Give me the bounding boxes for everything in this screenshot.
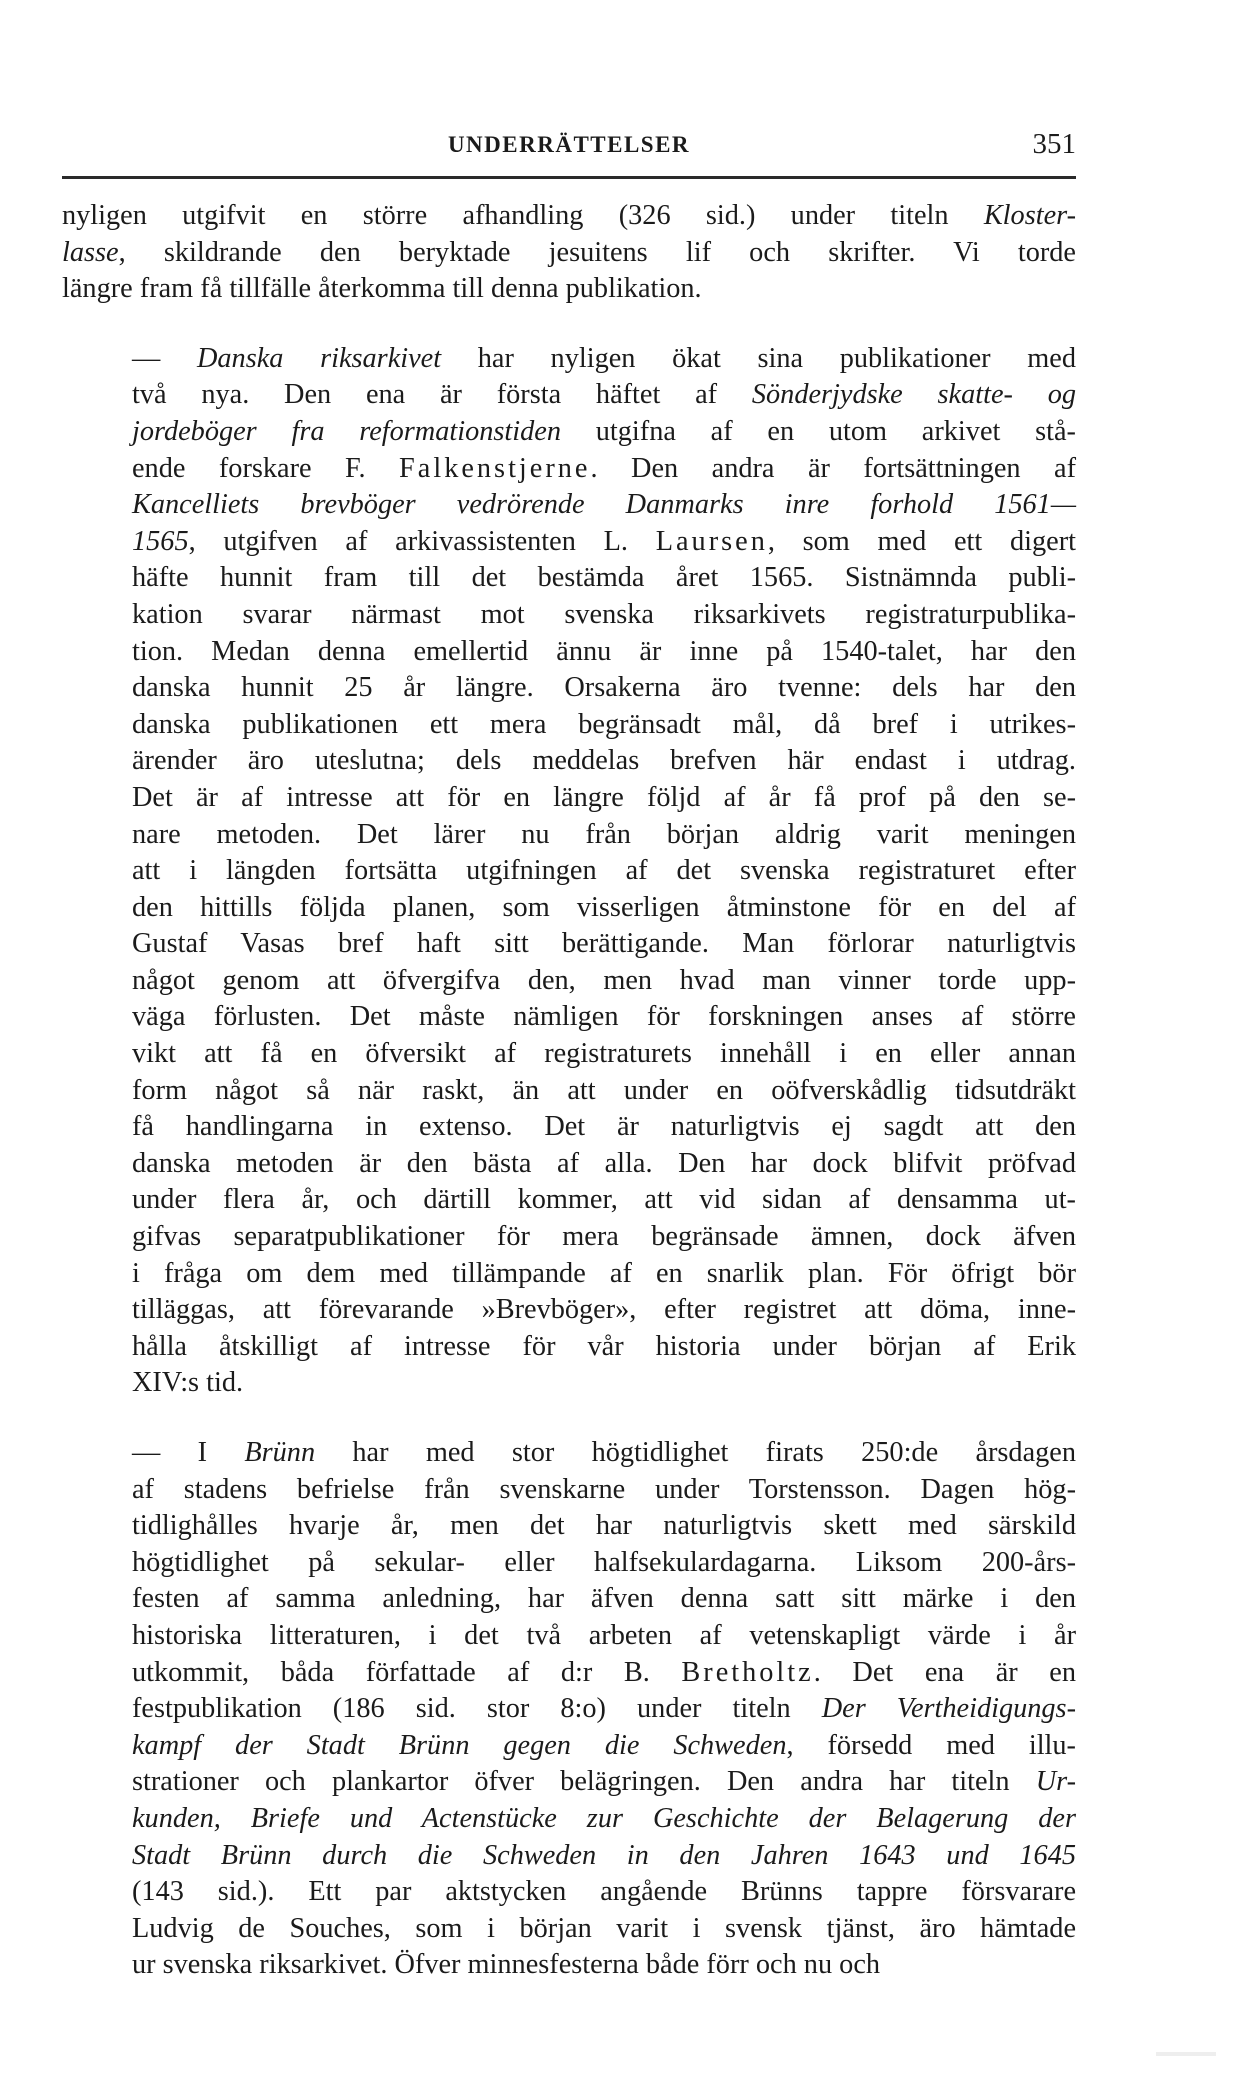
- italic-title: kunden, Briefe und Actenstücke zur Geschichte der Belagerung der: [132, 1802, 1076, 1834]
- text-line: festen af samma anledning, har äfven denna satt sitt märke i den: [132, 1583, 1076, 1615]
- text-line: — I Brünn har med stor högtidlighet firats 250:de årsdagen: [132, 1437, 1076, 1468]
- italic-title: Danska riksarkivet: [196, 342, 442, 374]
- running-head: [62, 124, 1076, 168]
- text-line: [62, 487, 1076, 524]
- text-line: form något så när raskt, än att under en oöfverskådlig tidsutdräkt: [132, 1074, 1076, 1106]
- text-line: tion. Medan denna emellertid ännu är inne på 1540-talet, har den: [132, 635, 1076, 667]
- text-line: tidlighålles hvarje år, men det har naturligtvis skett med särskild: [132, 1510, 1076, 1542]
- spaced-name: Falkenstjerne: [399, 452, 591, 484]
- text-line: hålla åtskilligt af intresse för vår historia under början af Erik: [132, 1330, 1076, 1362]
- text-line: utkommit, båda författade af d:r B. Bretholtz. Det ena är en: [132, 1656, 1076, 1688]
- italic-title: 1565: [132, 525, 189, 557]
- text-line: danska hunnit 25 år längre. Orsakerna äro tvenne: dels har den: [132, 672, 1076, 704]
- text-line: i fråga om dem med tillämpande af en snarlik plan. För öfrigt bör: [132, 1257, 1076, 1289]
- header-rule: [62, 176, 1076, 179]
- text-line: Gustaf Vasas bref haft sitt berättigande. Man förlorar naturligtvis: [132, 928, 1076, 960]
- text-line: längre fram få tillfälle återkomma till denna publikation.: [62, 273, 702, 305]
- text-line: gifvas separatpublikationer för mera begränsade ämnen, dock äfven: [132, 1221, 1076, 1253]
- paragraph-danska-riksarkivet: [62, 341, 1076, 1402]
- spaced-name: Bretholtz: [681, 1656, 814, 1688]
- italic-title: Brünn: [244, 1437, 316, 1468]
- text-line: kation svarar närmast mot svenska riksarkivets registraturpublika-: [132, 598, 1076, 630]
- text-line: — Danska riksarkivet har nyligen ökat sina publikationer med: [132, 342, 1076, 374]
- text-line: något genom att öfvergifva den, men hvad man vinner torde upp-: [132, 964, 1076, 996]
- text-line: väga förlusten. Det måste nämligen för forskningen anses af större: [132, 1001, 1076, 1033]
- text-line: den hittills följda planen, som visserligen åtminstone för en del af: [132, 891, 1076, 923]
- text-line: [62, 1801, 1076, 1838]
- italic-title: Stadt Brünn durch die Schweden in den Jahren 1643 und 1645: [132, 1839, 1076, 1871]
- text-line: under flera år, och därtill kommer, att vid sidan af densamma ut-: [132, 1184, 1076, 1216]
- text-line: 1565, utgifven af arkivassistenten L. Laursen, som med ett digert: [132, 525, 1077, 557]
- text-line: ur svenska riksarkivet. Öfver minnesfesterna både förr och nu och: [132, 1949, 881, 1981]
- text-line: lasse, skildrande den beryktade jesuitens lif och skrifter. Vi torde: [62, 236, 1076, 268]
- text-line: vikt att få en öfversikt af registraturets innehåll i en eller annan: [132, 1038, 1076, 1070]
- text-line: tilläggas, att förevarande »Brevböger», efter registret att döma, inne-: [132, 1294, 1076, 1326]
- italic-title: lasse: [62, 236, 119, 268]
- italic-title: Kloster-: [983, 200, 1076, 231]
- italic-title: Der Vertheidigungs-: [821, 1693, 1076, 1725]
- text-line: högtidlighet på sekular- eller halfsekulardagarna. Liksom 200-års-: [132, 1546, 1076, 1578]
- text-line: Det är af intresse att för en längre följd af år få prof på den se-: [132, 781, 1076, 813]
- text-line: [62, 1838, 1076, 1875]
- text-line: kampf der Stadt Brünn gegen die Schweden, försedd med illu-: [132, 1729, 1076, 1761]
- body-text: [62, 198, 1076, 1984]
- text-line: (143 sid.). Ett par aktstycken angående Brünns tappre försvarare: [132, 1876, 1076, 1908]
- scan-watermark: [1156, 2049, 1216, 2059]
- text-line: strationer och plankartor öfver belägringen. Den andra har titeln Ur-: [132, 1766, 1076, 1798]
- text-line: historiska litteraturen, i det två arbeten af vetenskapligt värde i år: [132, 1619, 1076, 1651]
- text-line: jordeböger fra reformationstiden utgifna af en utom arkivet stå-: [132, 415, 1076, 447]
- text-line: nyligen utgifvit en större afhandling (326 sid.) under titeln Kloster-: [62, 200, 1076, 231]
- running-title: UNDERRÄTTELSER: [447, 132, 691, 157]
- text-line: att i längden fortsätta utgifningen af det svenska registraturet efter: [132, 855, 1076, 887]
- text-line: ende forskare F. Falkenstjerne. Den andra är fortsättningen af: [132, 452, 1076, 484]
- italic-title: Ur-: [1035, 1766, 1076, 1798]
- spaced-name: Laursen: [655, 525, 768, 557]
- text-line: XIV:s tid.: [132, 1367, 244, 1399]
- text-line: häfte hunnit fram till det bestämda året 1565. Sistnämnda publi-: [132, 562, 1076, 594]
- text-line: danska publikationen ett mera begränsadt mål, då bref i utrikes-: [132, 708, 1076, 740]
- text-line: Ludvig de Souches, som i början varit i svensk tjänst, äro hämtade: [132, 1912, 1076, 1944]
- text-line: ärender äro uteslutna; dels meddelas brefven här endast i utdrag.: [132, 745, 1076, 777]
- text-line: två nya. Den ena är första häftet af Sönderjydske skatte- og: [132, 379, 1077, 411]
- italic-title: Sönderjydske skatte- og: [751, 379, 1077, 411]
- text-line: af stadens befrielse från svenskarne under Torstensson. Dagen hög-: [132, 1473, 1076, 1505]
- text-line: danska metoden är den bästa af alla. Den har dock blifvit pröfvad: [132, 1147, 1076, 1179]
- paragraph-klosterlasse: [62, 198, 1076, 308]
- italic-title: Kancelliets brevböger vedrörende Danmarks inre forhold 1561—: [132, 489, 1076, 521]
- text-line: festpublikation (186 sid. stor 8:o) under titeln Der Vertheidigungs-: [132, 1693, 1076, 1725]
- italic-title: jordeböger fra reformationstiden: [132, 415, 561, 447]
- text-line: få handlingarna in extenso. Det är naturligtvis ej sagdt att den: [132, 1111, 1076, 1143]
- paragraph-brunn: [62, 1435, 1076, 1984]
- text-line: nare metoden. Det lärer nu från början aldrig varit meningen: [132, 818, 1076, 850]
- page-number: 351: [1032, 128, 1076, 160]
- italic-title: kampf der Stadt Brünn gegen die Schweden: [132, 1729, 787, 1761]
